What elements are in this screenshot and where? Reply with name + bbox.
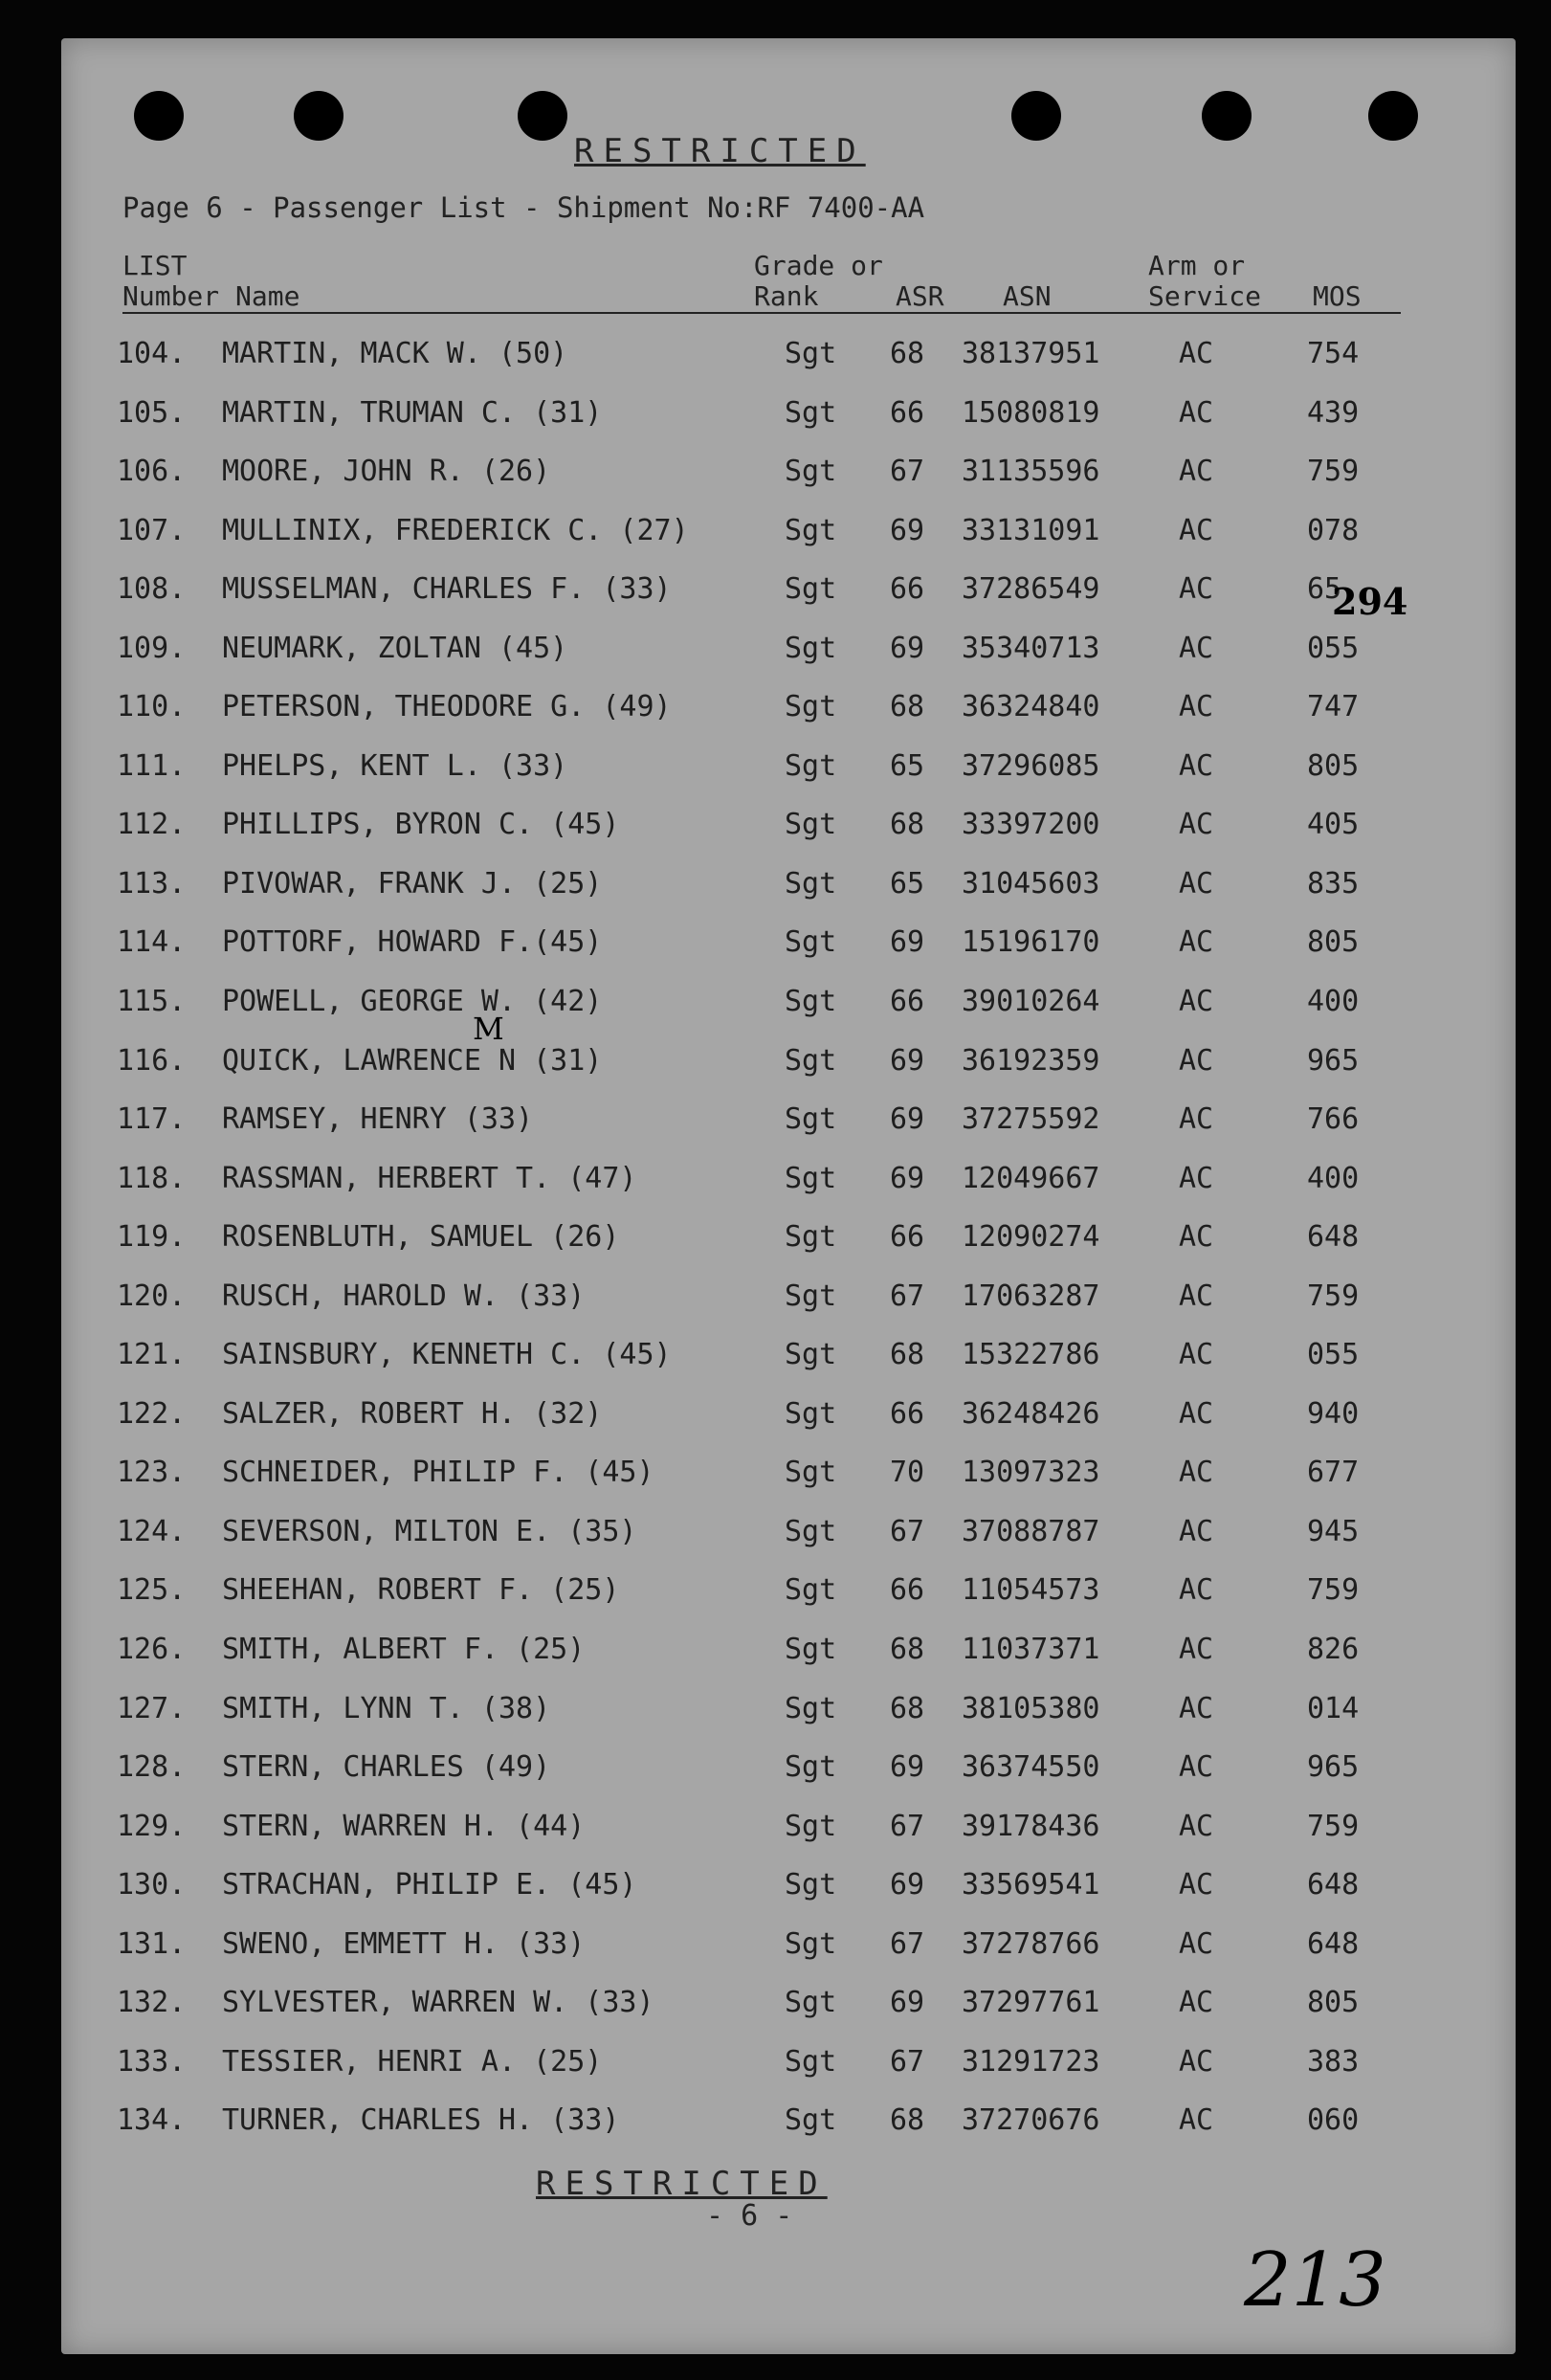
mos-code: 400	[1307, 1161, 1360, 1195]
arm-service: AC	[1179, 572, 1214, 607]
col-asr: ASR	[896, 280, 944, 312]
asr-score: 65	[890, 866, 925, 901]
list-number: 106.	[117, 455, 187, 489]
col-mos: MOS	[1313, 280, 1362, 312]
passenger-name: MOORE, JOHN R. (26)	[222, 455, 551, 489]
grade-rank: Sgt	[785, 2044, 837, 2079]
punch-hole	[134, 91, 184, 141]
col-asn: ASN	[1003, 280, 1052, 312]
asr-score: 69	[890, 1986, 925, 2020]
grade-rank: Sgt	[785, 513, 837, 547]
passenger-name: QUICK, LAWRENCE N (31)	[222, 1043, 603, 1078]
asn-number: 39010264	[962, 985, 1100, 1019]
list-number: 132.	[117, 1986, 187, 2020]
asr-score: 66	[890, 985, 925, 1019]
col-list-line1: LIST	[122, 250, 188, 281]
asr-score: 68	[890, 1691, 925, 1725]
asr-score: 68	[890, 1338, 925, 1372]
table-row	[0, 1397, 1551, 1457]
passenger-name: NEUMARK, ZOLTAN (45)	[222, 631, 568, 665]
table-row	[0, 632, 1551, 691]
asn-number: 31291723	[962, 2044, 1100, 2079]
grade-rank: Sgt	[785, 1514, 837, 1548]
asr-score: 68	[890, 808, 925, 842]
asn-number: 38137951	[962, 337, 1100, 370]
grade-rank: Sgt	[785, 808, 837, 842]
table-row	[0, 337, 1551, 396]
list-number: 117.	[117, 1102, 187, 1137]
mos-code: 759	[1307, 1279, 1360, 1313]
table-row	[0, 1573, 1551, 1633]
arm-service: AC	[1179, 1279, 1214, 1313]
passenger-name: RUSCH, HAROLD W. (33)	[222, 1279, 586, 1313]
list-number: 130.	[117, 1868, 187, 1902]
passenger-name: PETERSON, THEODORE G. (49)	[222, 690, 672, 724]
mos-code: 439	[1307, 395, 1360, 430]
list-number: 134.	[117, 2103, 187, 2138]
asr-score: 67	[890, 1514, 925, 1548]
handwritten-number: 213	[1244, 2237, 1386, 2324]
passenger-name: TESSIER, HENRI A. (25)	[222, 2044, 603, 2079]
asn-number: 39178436	[962, 1809, 1100, 1843]
grade-rank: Sgt	[785, 1868, 837, 1902]
passenger-name: MARTIN, TRUMAN C. (31)	[222, 395, 603, 430]
table-row	[0, 1162, 1551, 1221]
table-row	[0, 1102, 1551, 1162]
asr-score: 68	[890, 1633, 925, 1667]
asr-score: 70	[890, 1456, 925, 1490]
mos-code: 945	[1307, 1514, 1360, 1548]
list-number: 111.	[117, 748, 187, 783]
table-row	[0, 1220, 1551, 1279]
mos-code: 965	[1307, 1043, 1360, 1078]
table-row	[0, 1456, 1551, 1515]
mos-code: 383	[1307, 2044, 1360, 2079]
list-number: 109.	[117, 631, 187, 665]
table-row	[0, 1986, 1551, 2045]
mos-code: 805	[1307, 748, 1360, 783]
grade-rank: Sgt	[785, 395, 837, 430]
page-title: Page 6 - Passenger List - Shipment No:RF 7400-AA	[122, 191, 925, 224]
arm-service: AC	[1179, 748, 1214, 783]
footer-restricted: RESTRICTED	[536, 2165, 828, 2203]
table-row	[0, 985, 1551, 1044]
grade-rank: Sgt	[785, 1750, 837, 1785]
arm-service: AC	[1179, 1573, 1214, 1608]
column-headers	[122, 251, 1401, 314]
asr-score: 68	[890, 2103, 925, 2138]
list-number: 112.	[117, 808, 187, 842]
grade-rank: Sgt	[785, 866, 837, 901]
asn-number: 37296085	[962, 748, 1100, 783]
passenger-name: SWENO, EMMETT H. (33)	[222, 1926, 586, 1961]
passenger-name: PHELPS, KENT L. (33)	[222, 748, 568, 783]
table-row	[0, 514, 1551, 573]
asn-number: 37270676	[962, 2103, 1100, 2138]
passenger-name: TURNER, CHARLES H. (33)	[222, 2103, 620, 2138]
grade-rank: Sgt	[785, 985, 837, 1019]
list-number: 114.	[117, 925, 187, 960]
arm-service: AC	[1179, 1633, 1214, 1667]
grade-rank: Sgt	[785, 1161, 837, 1195]
asr-score: 67	[890, 2044, 925, 2079]
mos-code: 759	[1307, 1809, 1360, 1843]
passenger-name: MUSSELMAN, CHARLES F. (33)	[222, 572, 672, 607]
asn-number: 37297761	[962, 1986, 1100, 2020]
mos-code: 648	[1307, 1926, 1360, 1961]
asr-score: 69	[890, 513, 925, 547]
mos-code: 759	[1307, 1573, 1360, 1608]
page-number: - 6 -	[706, 2199, 793, 2233]
passenger-name: STRACHAN, PHILIP E. (45)	[222, 1868, 637, 1902]
asn-number: 12090274	[962, 1220, 1100, 1255]
list-number: 125.	[117, 1573, 187, 1608]
col-grade-line2: Rank	[754, 280, 819, 312]
col-list-line2: Number	[122, 280, 220, 312]
asn-number: 33569541	[962, 1868, 1100, 1902]
arm-service: AC	[1179, 1514, 1214, 1548]
arm-service: AC	[1179, 1868, 1214, 1902]
asn-number: 31045603	[962, 866, 1100, 901]
passenger-name: RAMSEY, HENRY (33)	[222, 1102, 534, 1137]
arm-service: AC	[1179, 1338, 1214, 1372]
mos-code: 055	[1307, 631, 1360, 665]
asr-score: 66	[890, 395, 925, 430]
asn-number: 36248426	[962, 1396, 1100, 1431]
list-number: 123.	[117, 1456, 187, 1490]
grade-rank: Sgt	[785, 1633, 837, 1667]
asr-score: 66	[890, 1573, 925, 1608]
passenger-name: SEVERSON, MILTON E. (35)	[222, 1514, 637, 1548]
table-row	[0, 572, 1551, 632]
mos-code: 405	[1307, 808, 1360, 842]
grade-rank: Sgt	[785, 1043, 837, 1078]
passenger-name: MARTIN, MACK W. (50)	[222, 337, 568, 370]
grade-rank: Sgt	[785, 925, 837, 960]
asr-score: 66	[890, 572, 925, 607]
passenger-name: SMITH, ALBERT F. (25)	[222, 1633, 586, 1667]
arm-service: AC	[1179, 1102, 1214, 1137]
passenger-name: PIVOWAR, FRANK J. (25)	[222, 866, 603, 901]
passenger-name: ROSENBLUTH, SAMUEL (26)	[222, 1220, 620, 1255]
passenger-name: SYLVESTER, WARREN W. (33)	[222, 1986, 654, 2020]
asn-number: 37286549	[962, 572, 1100, 607]
list-number: 113.	[117, 866, 187, 901]
arm-service: AC	[1179, 866, 1214, 901]
asn-number: 11037371	[962, 1633, 1100, 1667]
list-number: 115.	[117, 985, 187, 1019]
arm-service: AC	[1179, 513, 1214, 547]
punch-hole	[294, 91, 343, 141]
list-number: 133.	[117, 2044, 187, 2079]
arm-service: AC	[1179, 1986, 1214, 2020]
list-number: 120.	[117, 1279, 187, 1313]
table-row	[0, 1279, 1551, 1339]
mos-code: 060	[1307, 2103, 1360, 2138]
mos-code: 965	[1307, 1750, 1360, 1785]
mos-code: 826	[1307, 1633, 1360, 1667]
mos-code: 766	[1307, 1102, 1360, 1137]
col-name: Name	[235, 280, 300, 312]
table-row	[0, 1338, 1551, 1397]
passenger-name: SAINSBURY, KENNETH C. (45)	[222, 1338, 672, 1372]
asn-number: 37088787	[962, 1514, 1100, 1548]
passenger-name: MULLINIX, FREDERICK C. (27)	[222, 513, 689, 547]
asr-score: 67	[890, 1926, 925, 1961]
passenger-name: PHILLIPS, BYRON C. (45)	[222, 808, 620, 842]
arm-service: AC	[1179, 1750, 1214, 1785]
grade-rank: Sgt	[785, 1691, 837, 1725]
arm-service: AC	[1179, 1926, 1214, 1961]
list-number: 110.	[117, 690, 187, 724]
asn-number: 15322786	[962, 1338, 1100, 1372]
arm-service: AC	[1179, 925, 1214, 960]
mos-code: 754	[1307, 337, 1360, 370]
asn-number: 37278766	[962, 1926, 1100, 1961]
arm-service: AC	[1179, 690, 1214, 724]
list-number: 118.	[117, 1161, 187, 1195]
asr-score: 66	[890, 1220, 925, 1255]
grade-rank: Sgt	[785, 1573, 837, 1608]
stamp-number: 294	[1332, 580, 1408, 623]
mos-code: 078	[1307, 513, 1360, 547]
asr-score: 65	[890, 748, 925, 783]
table-row	[0, 2103, 1551, 2163]
list-number: 131.	[117, 1926, 187, 1961]
table-row	[0, 1633, 1551, 1692]
mos-code: 747	[1307, 690, 1360, 724]
grade-rank: Sgt	[785, 1279, 837, 1313]
table-row	[0, 1044, 1551, 1103]
arm-service: AC	[1179, 1161, 1214, 1195]
mos-code: 940	[1307, 1396, 1360, 1431]
arm-service: AC	[1179, 2103, 1214, 2138]
grade-rank: Sgt	[785, 631, 837, 665]
asn-number: 12049667	[962, 1161, 1100, 1195]
asr-score: 69	[890, 1868, 925, 1902]
asn-number: 33131091	[962, 513, 1100, 547]
mos-code: 014	[1307, 1691, 1360, 1725]
passenger-name: SMITH, LYNN T. (38)	[222, 1691, 551, 1725]
grade-rank: Sgt	[785, 1926, 837, 1961]
list-number: 105.	[117, 395, 187, 430]
list-number: 124.	[117, 1514, 187, 1548]
passenger-name: POWELL, GEORGE W. (42)	[222, 985, 603, 1019]
asr-score: 66	[890, 1396, 925, 1431]
arm-service: AC	[1179, 1691, 1214, 1725]
table-row	[0, 925, 1551, 985]
grade-rank: Sgt	[785, 1456, 837, 1490]
passenger-name: SALZER, ROBERT H. (32)	[222, 1396, 603, 1431]
passenger-name: SHEEHAN, ROBERT F. (25)	[222, 1573, 620, 1608]
list-number: 122.	[117, 1396, 187, 1431]
mos-code: 055	[1307, 1338, 1360, 1372]
passenger-name: STERN, WARREN H. (44)	[222, 1809, 586, 1843]
mos-code: 677	[1307, 1456, 1360, 1490]
table-row	[0, 1868, 1551, 1927]
table-row	[0, 867, 1551, 926]
asn-number: 38105380	[962, 1691, 1100, 1725]
grade-rank: Sgt	[785, 2103, 837, 2138]
header-restricted: RESTRICTED	[574, 132, 866, 170]
list-number: 129.	[117, 1809, 187, 1843]
asr-score: 69	[890, 1043, 925, 1078]
arm-service: AC	[1179, 631, 1214, 665]
asn-number: 15080819	[962, 395, 1100, 430]
arm-service: AC	[1179, 808, 1214, 842]
asn-number: 36192359	[962, 1043, 1100, 1078]
passenger-name: RASSMAN, HERBERT T. (47)	[222, 1161, 637, 1195]
asr-score: 69	[890, 1102, 925, 1137]
list-number: 126.	[117, 1633, 187, 1667]
mos-code: 400	[1307, 985, 1360, 1019]
asr-score: 69	[890, 1750, 925, 1785]
list-number: 104.	[117, 337, 187, 370]
asr-score: 68	[890, 690, 925, 724]
list-number: 108.	[117, 572, 187, 607]
arm-service: AC	[1179, 1396, 1214, 1431]
asn-number: 17063287	[962, 1279, 1100, 1313]
mos-code: 65	[1307, 572, 1342, 607]
grade-rank: Sgt	[785, 1220, 837, 1255]
asn-number: 36324840	[962, 690, 1100, 724]
arm-service: AC	[1179, 985, 1214, 1019]
punch-hole	[1202, 91, 1252, 141]
grade-rank: Sgt	[785, 1396, 837, 1431]
asn-number: 11054573	[962, 1573, 1100, 1608]
col-arm-line1: Arm or	[1148, 250, 1246, 281]
table-row	[0, 808, 1551, 867]
asr-score: 67	[890, 1279, 925, 1313]
asr-score: 67	[890, 455, 925, 489]
arm-service: AC	[1179, 395, 1214, 430]
grade-rank: Sgt	[785, 1986, 837, 2020]
mos-code: 759	[1307, 455, 1360, 489]
arm-service: AC	[1179, 455, 1214, 489]
arm-service: AC	[1179, 1043, 1214, 1078]
table-row	[0, 1515, 1551, 1574]
passenger-table	[0, 337, 1551, 2163]
asn-number: 37275592	[962, 1102, 1100, 1137]
asn-number: 15196170	[962, 925, 1100, 960]
table-row	[0, 455, 1551, 514]
asn-number: 13097323	[962, 1456, 1100, 1490]
grade-rank: Sgt	[785, 1102, 837, 1137]
arm-service: AC	[1179, 1220, 1214, 1255]
handwritten-correction: M	[473, 1011, 504, 1047]
grade-rank: Sgt	[785, 1809, 837, 1843]
asn-number: 33397200	[962, 808, 1100, 842]
punch-hole	[1011, 91, 1061, 141]
table-row	[0, 1750, 1551, 1810]
asr-score: 67	[890, 1809, 925, 1843]
list-number: 121.	[117, 1338, 187, 1372]
punch-hole	[518, 91, 567, 141]
list-number: 107.	[117, 513, 187, 547]
grade-rank: Sgt	[785, 572, 837, 607]
asr-score: 69	[890, 1161, 925, 1195]
arm-service: AC	[1179, 1809, 1214, 1843]
grade-rank: Sgt	[785, 337, 837, 370]
col-arm-line2: Service	[1148, 280, 1262, 312]
list-number: 116.	[117, 1043, 187, 1078]
passenger-name: STERN, CHARLES (49)	[222, 1750, 551, 1785]
grade-rank: Sgt	[785, 690, 837, 724]
list-number: 128.	[117, 1750, 187, 1785]
list-number: 127.	[117, 1691, 187, 1725]
arm-service: AC	[1179, 337, 1214, 370]
col-grade-line1: Grade or	[754, 250, 883, 281]
mos-code: 805	[1307, 925, 1360, 960]
asn-number: 31135596	[962, 455, 1100, 489]
passenger-name: POTTORF, HOWARD F.(45)	[222, 925, 603, 960]
table-row	[0, 1692, 1551, 1751]
grade-rank: Sgt	[785, 748, 837, 783]
table-row	[0, 2045, 1551, 2104]
punch-hole	[1368, 91, 1418, 141]
mos-code: 805	[1307, 1986, 1360, 2020]
arm-service: AC	[1179, 1456, 1214, 1490]
mos-code: 648	[1307, 1868, 1360, 1902]
table-row	[0, 749, 1551, 809]
grade-rank: Sgt	[785, 455, 837, 489]
table-row	[0, 1810, 1551, 1869]
asn-number: 36374550	[962, 1750, 1100, 1785]
asr-score: 69	[890, 925, 925, 960]
table-row	[0, 396, 1551, 456]
arm-service: AC	[1179, 2044, 1214, 2079]
passenger-name: SCHNEIDER, PHILIP F. (45)	[222, 1456, 654, 1490]
table-row	[0, 690, 1551, 749]
mos-code: 648	[1307, 1220, 1360, 1255]
asr-score: 68	[890, 337, 925, 370]
table-row	[0, 1927, 1551, 1987]
list-number: 119.	[117, 1220, 187, 1255]
asn-number: 35340713	[962, 631, 1100, 665]
asr-score: 69	[890, 631, 925, 665]
mos-code: 835	[1307, 866, 1360, 901]
grade-rank: Sgt	[785, 1338, 837, 1372]
